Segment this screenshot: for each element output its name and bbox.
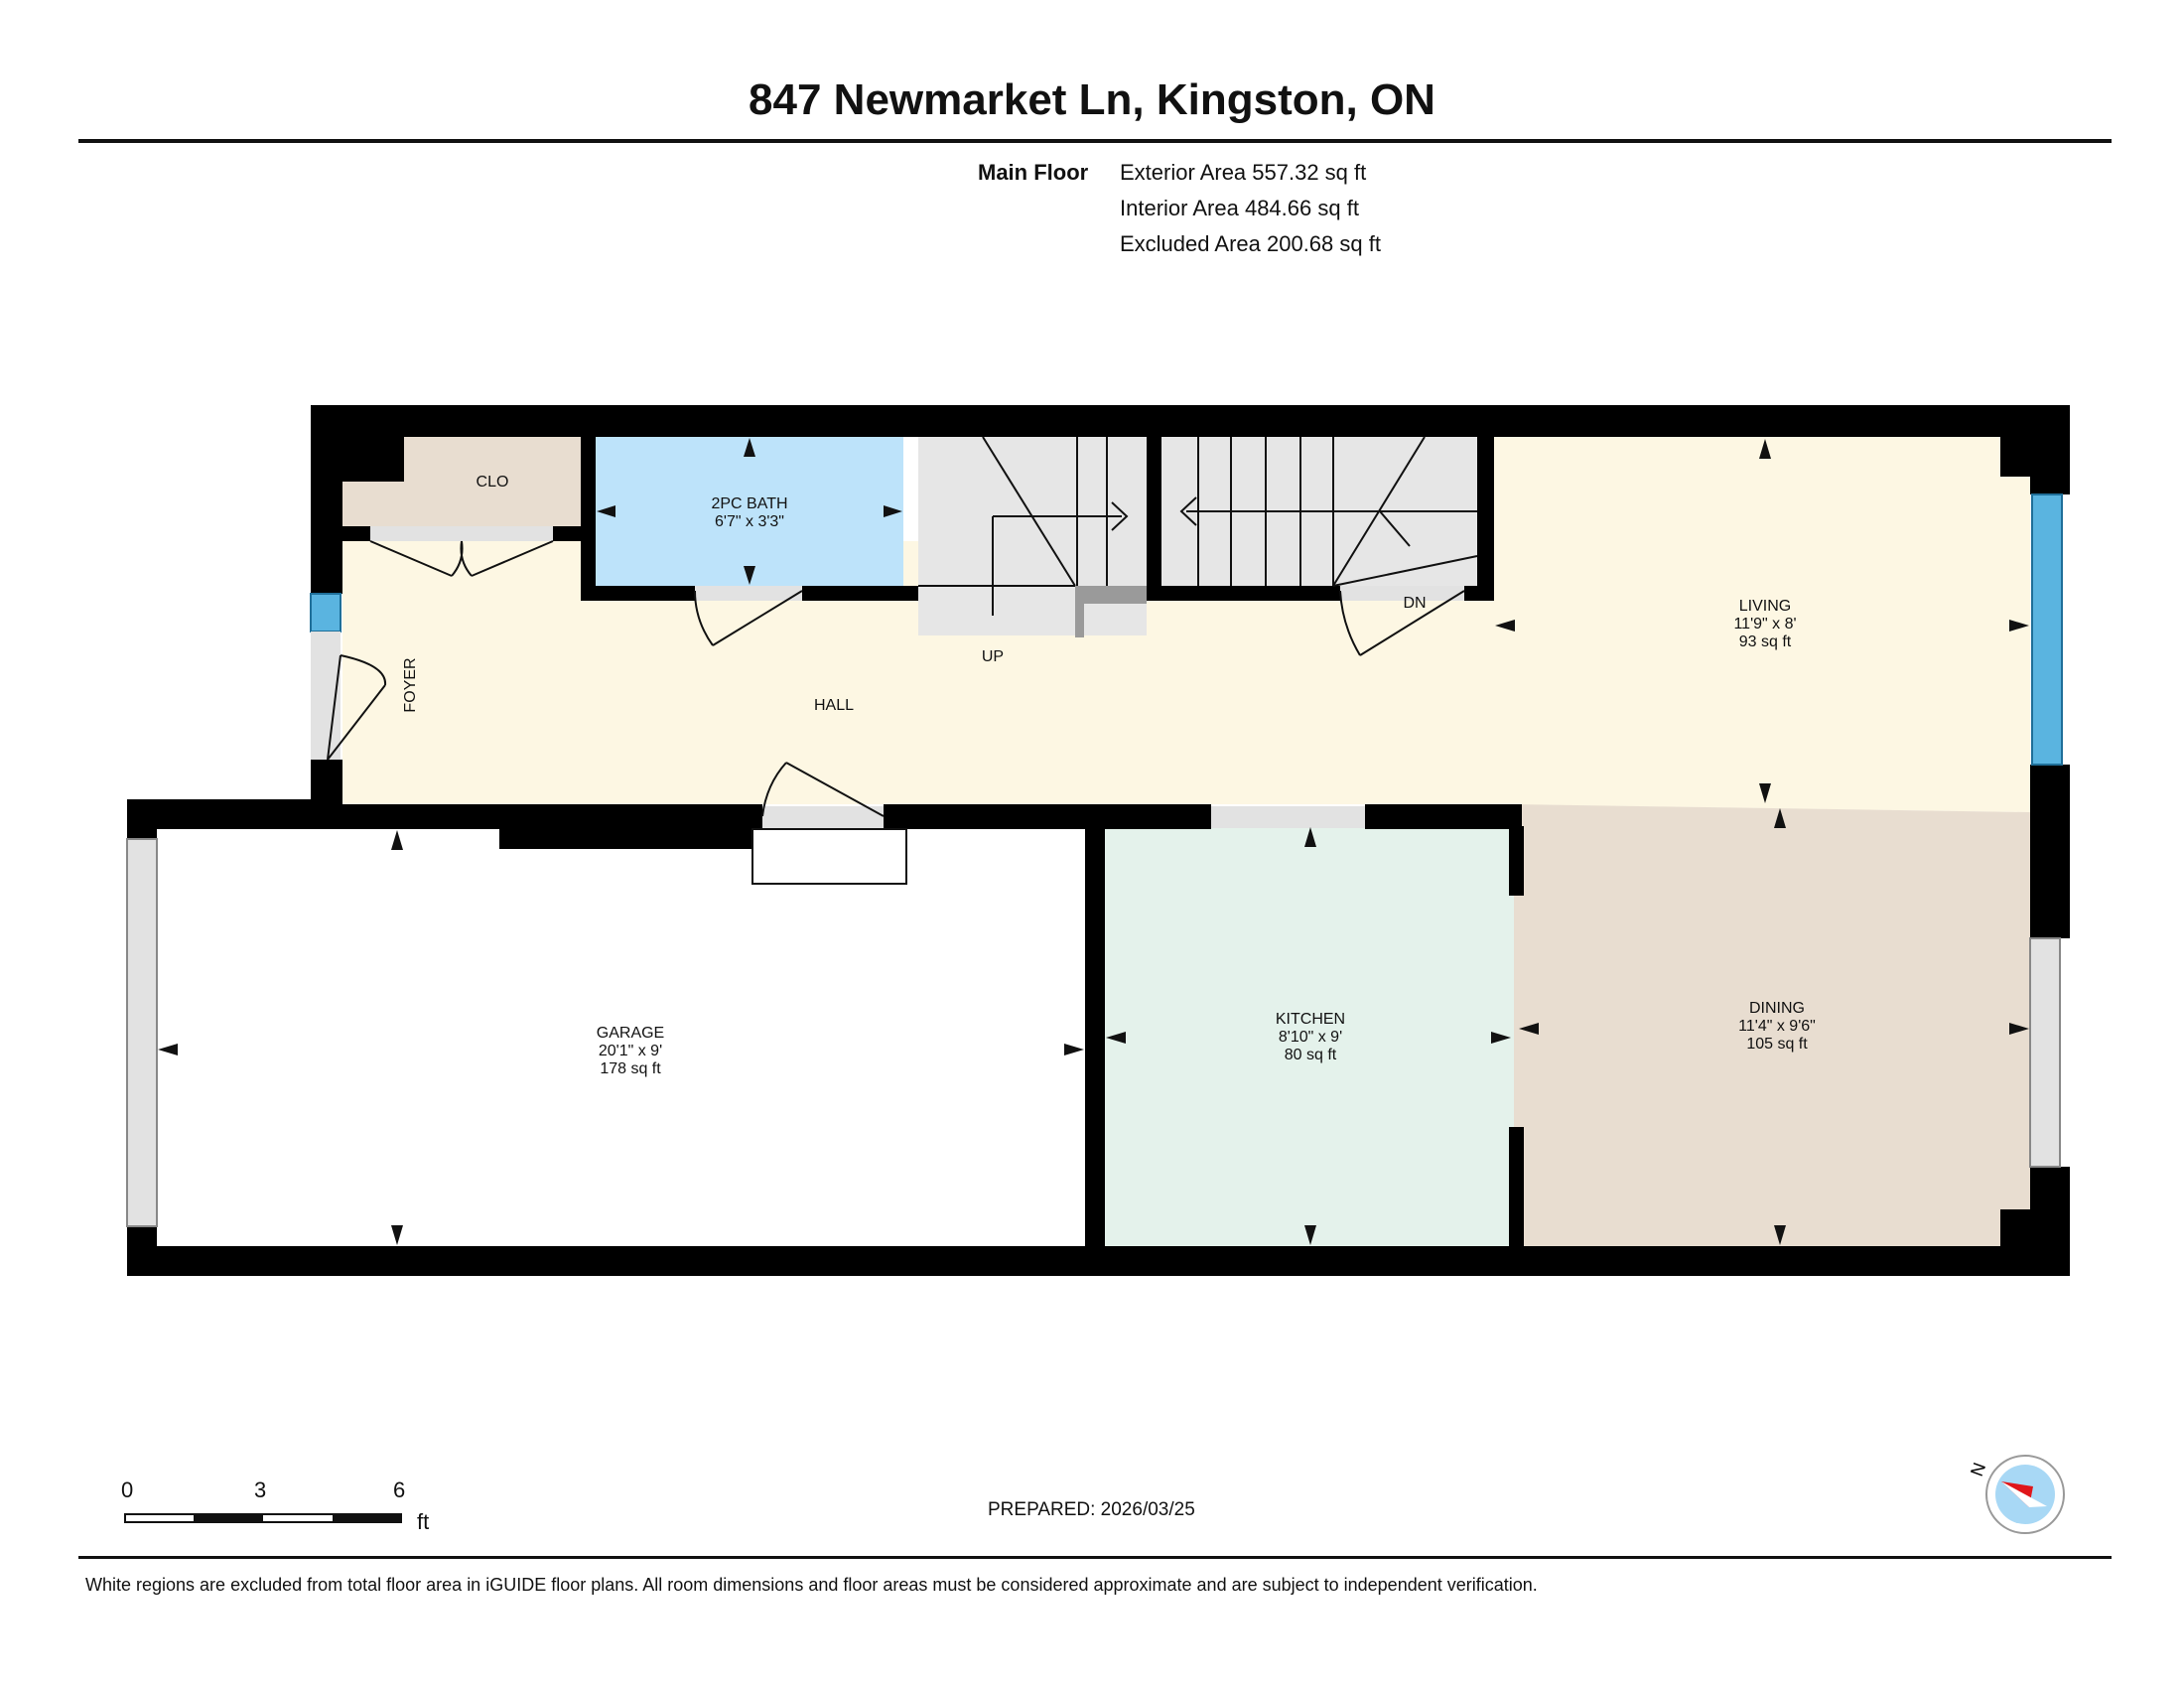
- excluded-area: Excluded Area 200.68 sq ft: [1120, 231, 1381, 256]
- living-label: LIVING: [1738, 598, 1792, 615]
- dining-area: 105 sq ft: [1746, 1036, 1808, 1053]
- living-area: 93 sq ft: [1738, 633, 1792, 650]
- scale-tick-3: 3: [254, 1477, 267, 1502]
- scale-bar-seg-2: [333, 1513, 402, 1523]
- garage-dims: 20'1" x 9': [598, 1043, 663, 1059]
- footer-divider: [78, 1556, 2112, 1559]
- compass-label: N: [1966, 1460, 1990, 1479]
- foyer-label: FOYER: [402, 657, 419, 713]
- kitchen-opening: [1211, 806, 1365, 828]
- floor-label: Main Floor: [978, 160, 1089, 185]
- kitchen-dims: 8'10" x 9': [1278, 1029, 1343, 1046]
- exterior-area: Exterior Area 557.32 sq ft: [1120, 160, 1367, 185]
- hall-label: HALL: [813, 697, 855, 714]
- dining-dims: 11'4" x 9'6": [1738, 1018, 1816, 1035]
- dining-label: DINING: [1749, 1000, 1805, 1017]
- bath-label: 2PC BATH: [711, 495, 788, 512]
- living-window: [2032, 494, 2062, 765]
- garage-step: [752, 829, 906, 884]
- garage-area: 178 sq ft: [600, 1060, 661, 1077]
- scale-tick-6: 6: [393, 1477, 406, 1502]
- scale-unit: ft: [417, 1509, 430, 1534]
- page-title: 847 Newmarket Ln, Kingston, ON: [749, 75, 1435, 124]
- foyer-window: [311, 594, 341, 632]
- footer-note: White regions are excluded from total floor area in iGUIDE floor plans. All room dimensions and floor areas must be considered approximate and are subject to independent verification.: [85, 1575, 1538, 1595]
- interior-area: Interior Area 484.66 sq ft: [1120, 196, 1359, 220]
- scale-bar-seg-1: [194, 1513, 263, 1523]
- living-dims: 11'9" x 8': [1733, 616, 1797, 633]
- bath-door-opening: [695, 586, 802, 601]
- kitchen-label: KITCHEN: [1275, 1011, 1346, 1028]
- kitchen-area: 80 sq ft: [1284, 1047, 1337, 1063]
- garage-entry-opening: [762, 806, 884, 828]
- garage-label: GARAGE: [596, 1025, 665, 1042]
- compass-icon: [1967, 1456, 2064, 1533]
- bath-dims: 6'7" x 3'3": [715, 513, 784, 530]
- scale-tick-0: 0: [121, 1477, 134, 1502]
- stair-up-floor: [918, 437, 1147, 635]
- closet-door-track: [370, 526, 553, 541]
- closet-label: CLO: [476, 474, 509, 491]
- dining-door-opening: [2030, 938, 2060, 1167]
- garage-door-opening: [127, 839, 157, 1226]
- stair-down-label: DN: [1403, 595, 1427, 612]
- prepared-date: PREPARED: 2026/03/25: [988, 1499, 1195, 1520]
- stair-up-label: UP: [981, 648, 1005, 665]
